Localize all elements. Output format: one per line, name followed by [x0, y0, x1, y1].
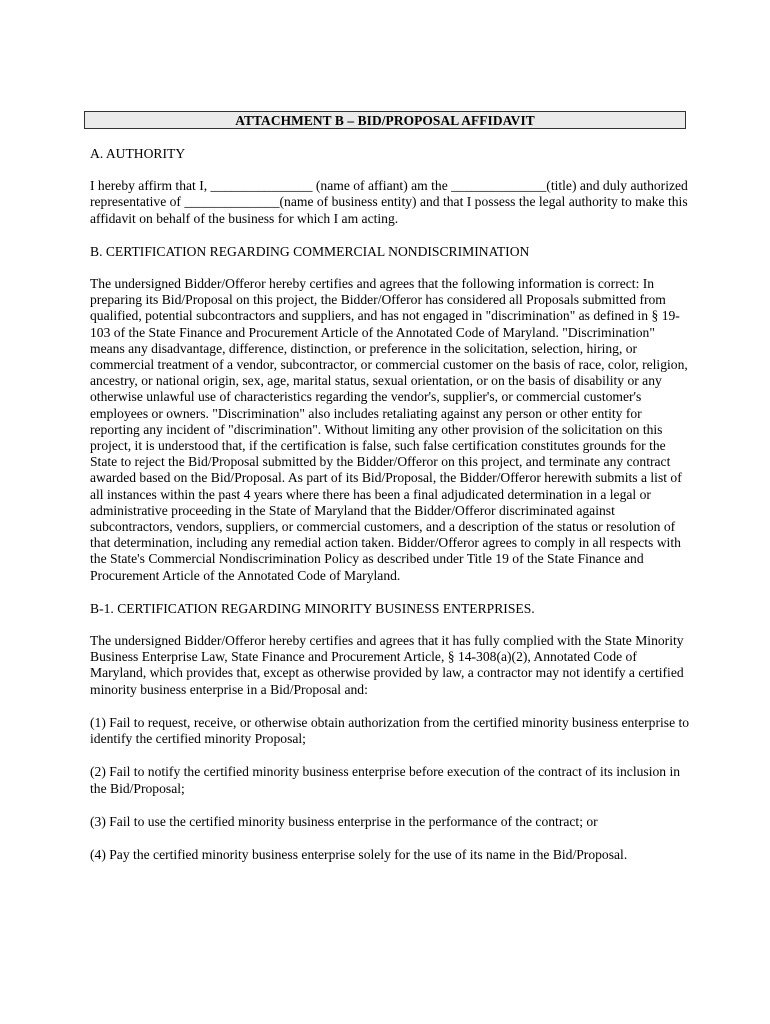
list-item: (1) Fail to request, receive, or otherwise obtain authorization from the certified minority business enterprise to identify the certified minority Proposal;: [90, 714, 690, 747]
section-b-text: The undersigned Bidder/Offeror hereby certifies and agrees that the following information is correct: In preparing its Bid/Proposal on this project, the Bidder/Offeror has considered all Proposals submitted from qualified, potential subcontractors and suppliers, and has not engaged in "discrimination" as defined in § 19-103 of the State Finance and Procurement Article of the Annotated Code of Maryland. "Discrimination" means any disadvantage, difference, distinction, or preference in the solicitation, selection, hiring, or commercial treatment of a vendor, subcontractor, or commercial customer on the basis of race, color, religion, ancestry, or national origin, sex, age, marital status, sexual orientation, or on the basis of disability or any otherwise unlawful use of characteristics regarding the vendor's, supplier's, or commercial customer's employees or owners. "Discrimination" also includes retaliating against any person or other entity for reporting any incident of "discrimination". Without limiting any other provision of the solicitation on this project, it is understood that, if the certification is false, such false certification constitutes grounds for the State to reject the Bid/Proposal submitted by the Bidder/Offeror on this project, and terminate any contract awarded based on the Bid/Proposal. As part of its Bid/Proposal, the Bidder/Offeror herewith submits a list of all instances within the past 4 years where there has been a final adjudicated determination in a legal or administrative proceeding in the State of Maryland that the Bidder/Offeror discriminated against subcontractors, vendors, suppliers, or commercial customers, and a description of the status or resolution of that determination, including any remedial action taken. Bidder/Offeror agrees to comply in all respects with the State's Commercial Nondiscrimination Policy as described under Title 19 of the State Finance and Procurement Article of the Annotated Code of Maryland.: [90, 276, 688, 583]
list-item: (4) Pay the certified minority business enterprise solely for the use of its name in the Bid/Proposal.: [90, 846, 628, 862]
affidavit-page: [90, 111, 690, 863]
section-b1-heading: B-1. CERTIFICATION REGARDING MINORITY BUSINESS ENTERPRISES.: [90, 600, 535, 616]
list-item: (2) Fail to notify the certified minority business enterprise before execution of the contract of its inclusion in the Bid/Proposal;: [90, 764, 681, 796]
section-b-heading: B. CERTIFICATION REGARDING COMMERCIAL NONDISCRIMINATION: [90, 243, 530, 259]
section-a-heading: A. AUTHORITY: [90, 146, 186, 161]
section-a-text: I hereby affirm that I, _______________ (name of affiant) am the ______________(title) and duly authorized representative of ______________(name of business entity) and that I possess the legal authority to make this affidavit on behalf of the business for which I am acting.: [90, 178, 688, 226]
document-title: ATTACHMENT B – BID/PROPOSAL AFFIDAVIT: [84, 111, 686, 129]
list-item: (3) Fail to use the certified minority business enterprise in the performance of the contract; or: [90, 813, 598, 829]
section-b1-text: The undersigned Bidder/Offeror hereby certifies and agrees that it has fully complied with the State Minority Business Enterprise Law, State Finance and Procurement Article, § 14-308(a)(2), Annotated Code of Maryland, which provides that, except as otherwise provided by law, a contractor may not identify a certified minority business enterprise in a Bid/Proposal and:: [90, 633, 684, 697]
